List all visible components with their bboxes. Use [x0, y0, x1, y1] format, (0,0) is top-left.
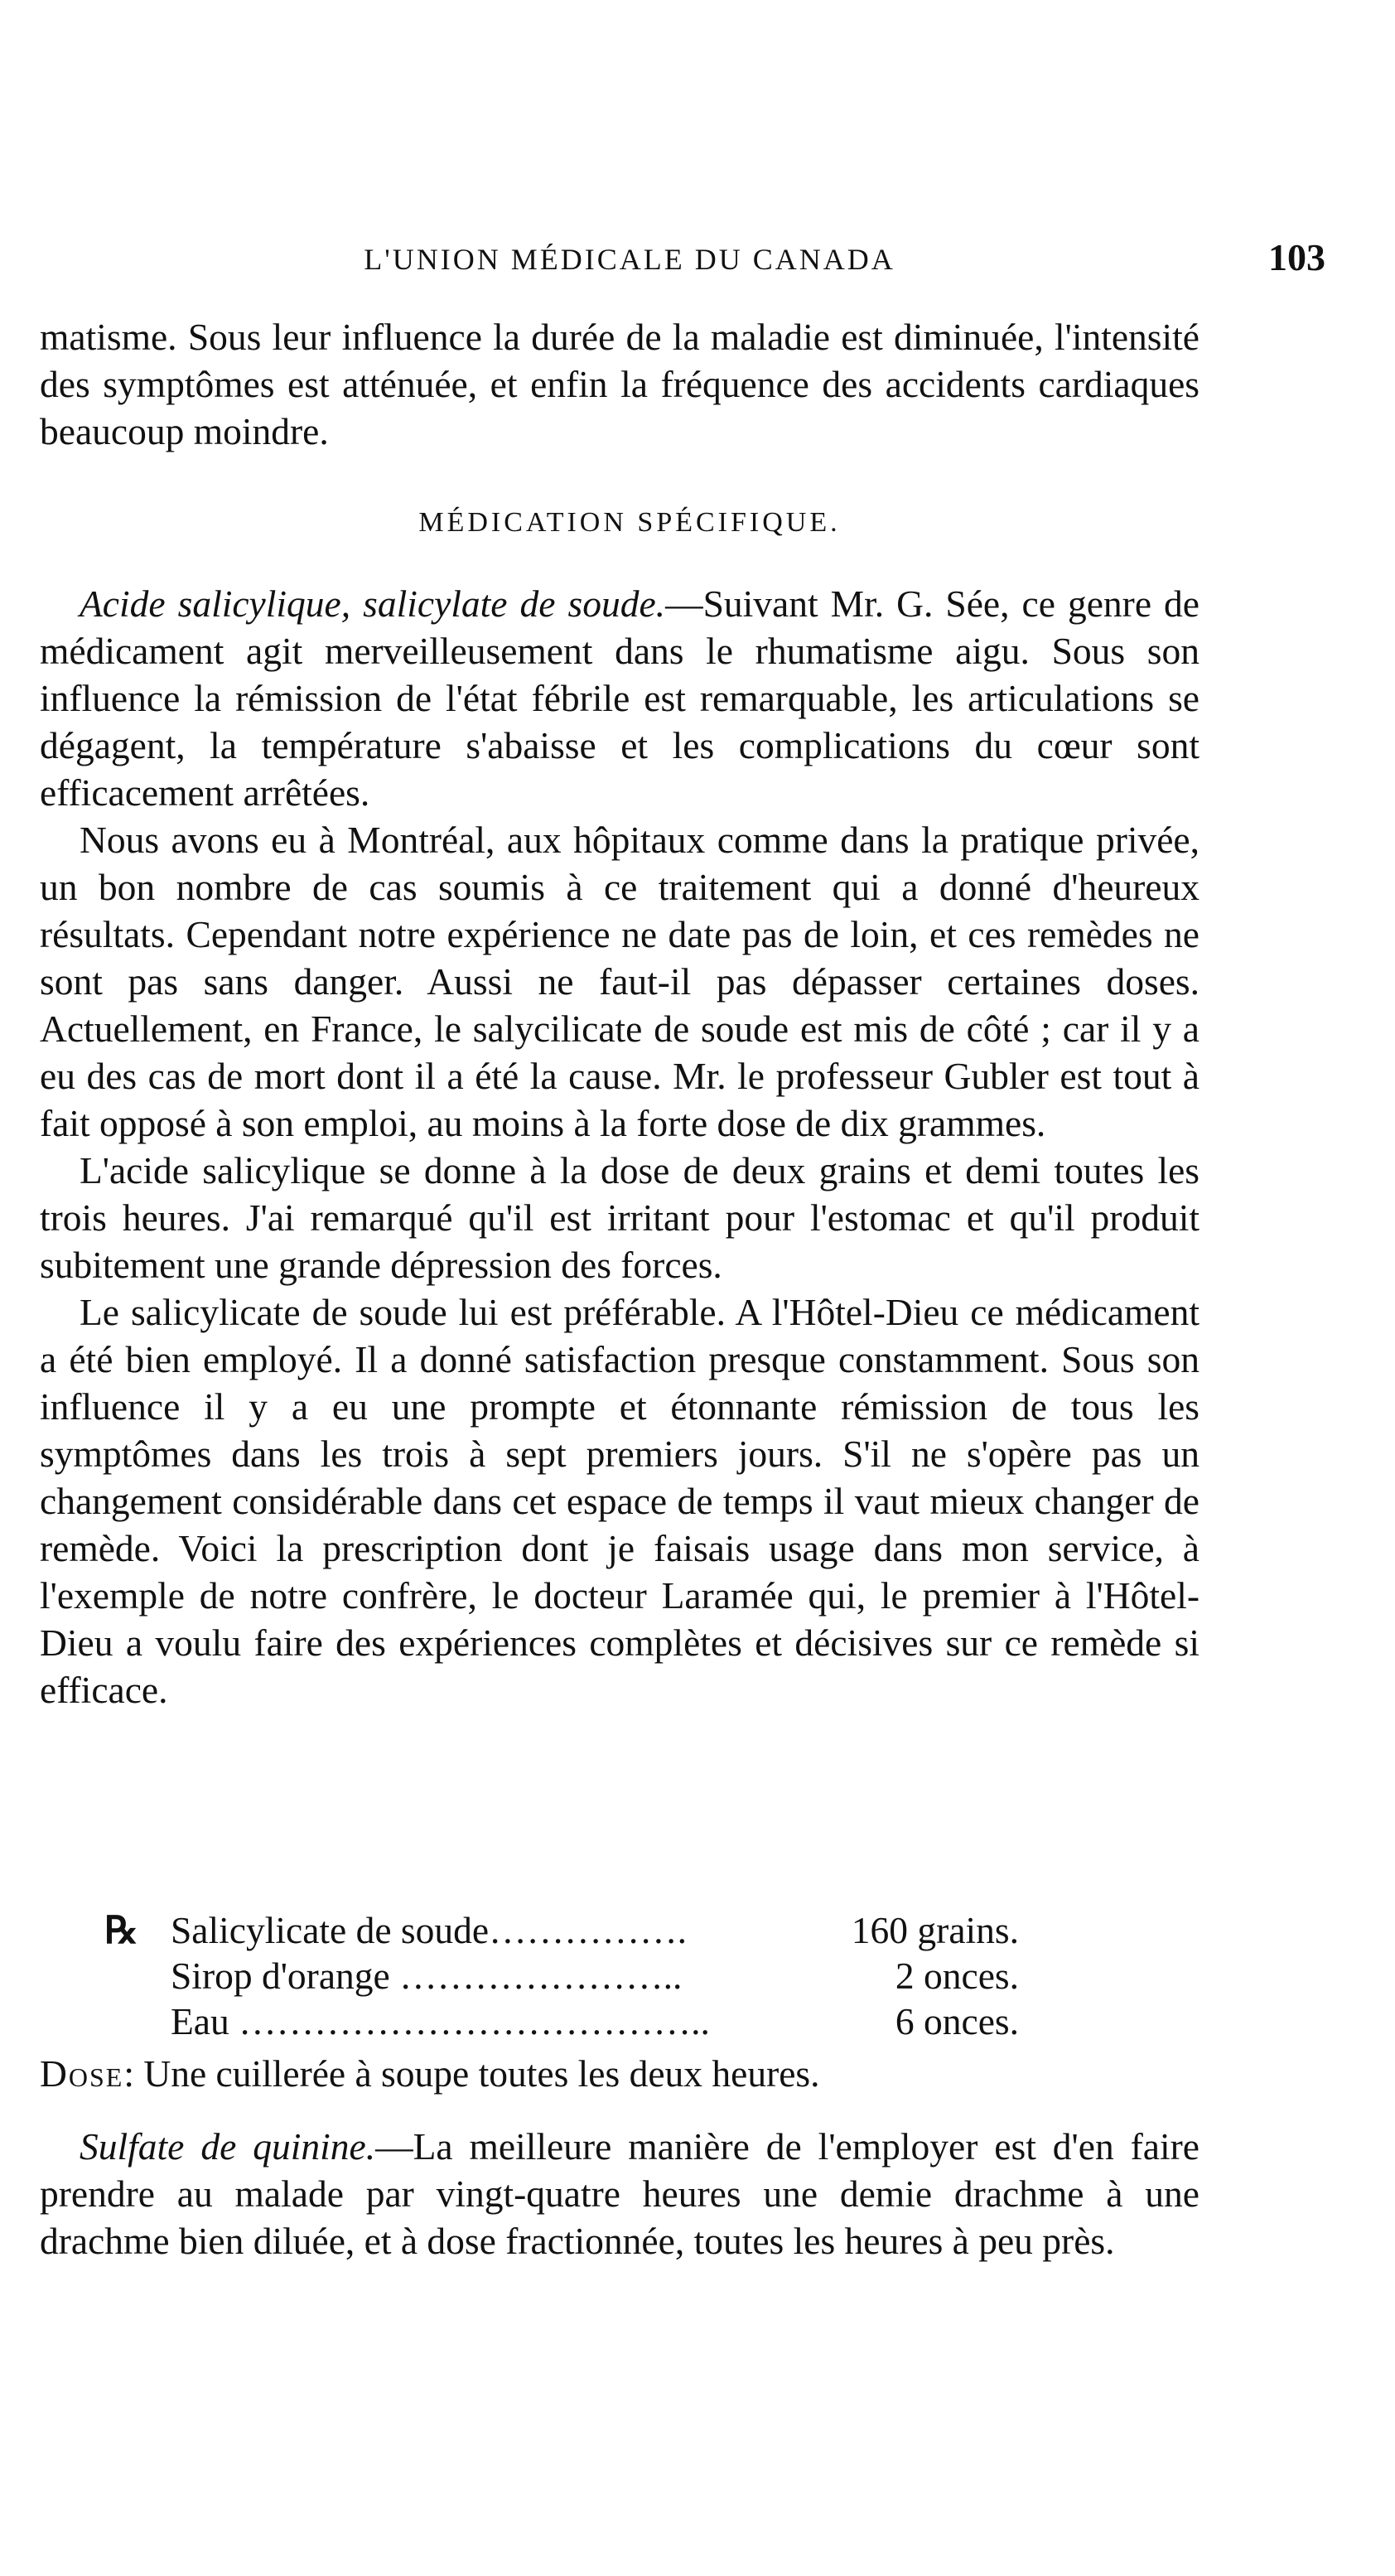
- prescription-line: [40, 1907, 1200, 1953]
- quinine-section: [40, 2123, 1200, 2264]
- prescription-item-name: Eau ………………………………..: [171, 2000, 710, 2042]
- running-head: [33, 236, 1359, 283]
- page-number: 103: [1268, 236, 1325, 278]
- paragraph-text: —Suivant Mr. G. Sée, ce genre de médicament agit merveilleusement dans le rhumatisme aigu. Sous son influence la rémission de l'état fébrile est remarquable, les articulations se dégagent, la température s'abaisse et les complications du cœur sont efficacement arrêtées.: [40, 582, 1200, 814]
- main-text: [40, 580, 1200, 1713]
- intro-paragraph: [40, 313, 1200, 455]
- paragraph-salicylicate-soude: Le salicylicate de soude lui est préférable. A l'Hôtel-Dieu ce médicament a été bien employé. Il a donné satisfaction presque constamment. Sous son influence il y a eu une prompte et étonnante rémission de tous les symptômes dans les trois à sept premiers jours. S'il ne s'opère pas un changement considérable dans cet espace de temps il vaut mieux changer de remède. Voici la prescription dont je faisais usage dans mon service, à l'exemple de notre confrère, le docteur Laramée qui, le premier à l'Hôtel-Dieu a voulu faire des expériences complètes et décisives sur ce remède si efficace.: [40, 1291, 1200, 1711]
- paragraph-montreal: Nous avons eu à Montréal, aux hôpitaux comme dans la pratique privée, un bon nombre de cas soumis à ce traitement qui a donné d'heureux résultats. Cependant notre expérience ne date pas de loin, et ces remèdes ne sont pas sans danger. Aussi ne faut-il pas dépasser certaines doses. Actuellement, en France, le salycilicate de soude est mis de côté ; car il y a eu des cas de mort dont il a été la cause. Mr. le professeur Gubler est tout à fait opposé à son emploi, au moins à la forte dose de dix grammes.: [40, 819, 1200, 1144]
- dose-label: Dose: [40, 2052, 124, 2095]
- prescription-item-name: Salicylicate de soude…………….: [171, 1909, 687, 1951]
- prescription-line: [40, 1998, 1200, 2044]
- prescription-item-name: Sirop d'orange …………………..: [171, 1955, 683, 1997]
- paragraph-quinine: [40, 2123, 1200, 2264]
- dose-text: : Une cuillerée à soupe toutes les deux heures.: [123, 2052, 820, 2095]
- running-title: L'UNION MÉDICALE DU CANADA: [364, 243, 895, 276]
- prescription: [40, 1907, 1200, 2096]
- paragraph-lead: Acide salicylique, salicylate de soude.: [80, 582, 666, 625]
- intro-text: matisme. Sous leur influence la durée de la maladie est diminuée, l'intensité des symptômes est atténuée, et enfin la fréquence des accidents cardiaques beaucoup moindre.: [40, 316, 1200, 452]
- prescription-line: [40, 1953, 1200, 1998]
- dose-line: [40, 2051, 1200, 2096]
- paragraph-lead: Sulfate de quinine.: [80, 2125, 376, 2168]
- paragraph-text: —La meilleure manière de l'employer est d'en faire prendre au malade par vingt-quatre heures une demie drachme à une drachme bien diluée, et à dose fractionnée, toutes les heures à peu près.: [40, 2125, 1200, 2262]
- section-heading: MÉDICATION SPÉCIFIQUE.: [418, 507, 841, 538]
- recipe-symbol: ℞: [104, 1909, 138, 1951]
- prescription-item-quantity: 2 onces.: [895, 1955, 1019, 1997]
- paragraph-acide-dose: L'acide salicylique se donne à la dose de deux grains et demi toutes les trois heures. J'ai remarqué qu'il est irritant pour l'estomac et qu'il produit subitement une grande dépression des forces.: [40, 1149, 1200, 1286]
- prescription-item-quantity: 160 grains.: [851, 1909, 1019, 1951]
- paragraph-salicylique: [40, 580, 1200, 816]
- prescription-item-quantity: 6 onces.: [895, 2000, 1019, 2042]
